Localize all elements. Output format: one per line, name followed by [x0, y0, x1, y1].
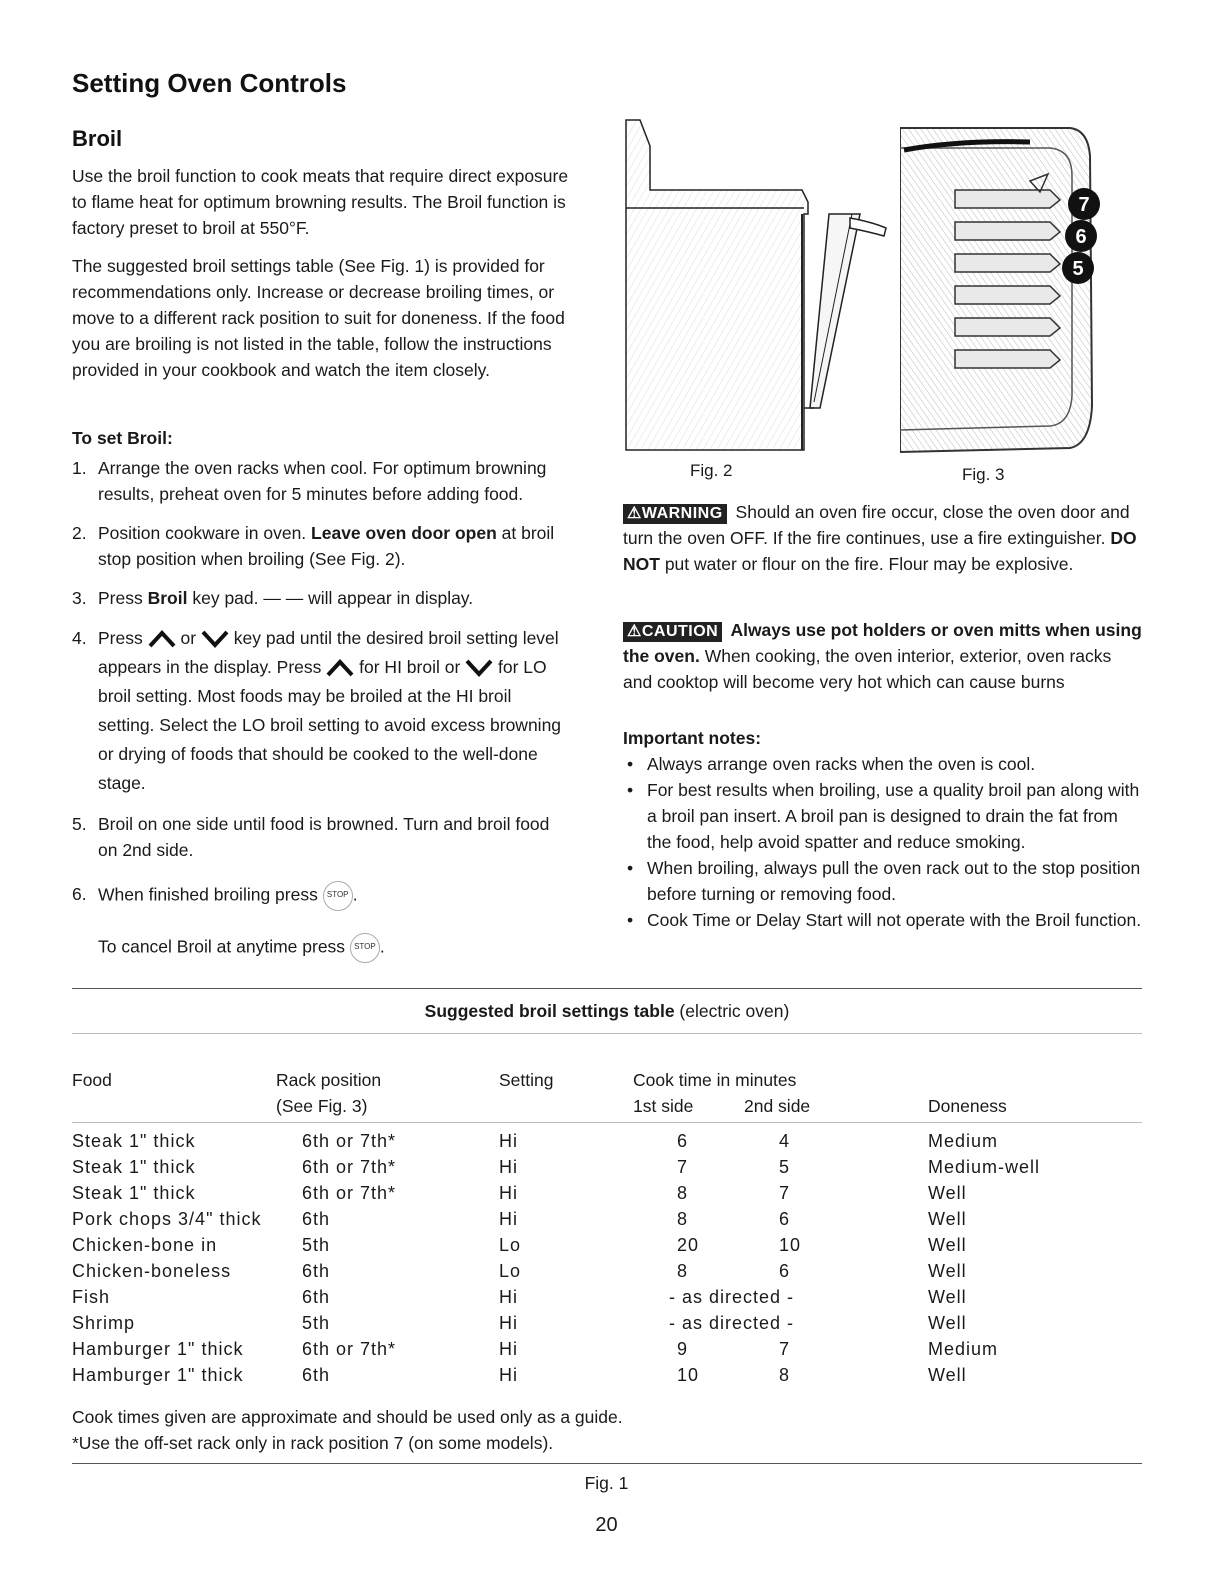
broil-steps — [72, 455, 572, 976]
setting-cell: Hi — [499, 1157, 518, 1177]
doneness-cell: Medium — [928, 1131, 999, 1151]
first-side-cell: 8 — [677, 1261, 689, 1281]
cook-time-cell: - as directed - — [669, 1313, 795, 1333]
caution-badge: ⚠CAUTION — [623, 622, 722, 642]
oven-rack-positions-illustration — [900, 126, 1105, 456]
col-header-cook-time: Cook time in minutes — [633, 1070, 797, 1090]
rack-cell: 6th — [302, 1261, 331, 1281]
col-header-rack: Rack position — [276, 1070, 382, 1090]
setting-cell: Hi — [499, 1183, 518, 1203]
first-side-cell: 7 — [677, 1157, 689, 1177]
col-header-doneness: Doneness — [928, 1096, 1007, 1116]
doneness-cell: Well — [928, 1183, 967, 1203]
fig-3-caption: Fig. 3 — [962, 465, 1005, 484]
first-side-cell: 20 — [677, 1235, 700, 1255]
table-row — [72, 1362, 1108, 1388]
doneness-cell: Well — [928, 1287, 967, 1307]
doneness-cell: Medium-well — [928, 1157, 1041, 1177]
table-row — [72, 1128, 1108, 1154]
first-side-cell: 8 — [677, 1183, 689, 1203]
col-header-food: Food — [72, 1070, 112, 1090]
cancel-instruction: To cancel Broil at anytime press STOP . — [72, 933, 572, 963]
table-row — [72, 1336, 1108, 1362]
list-item: • Always arrange oven racks when the oven is cool. — [623, 751, 1143, 777]
col-header-1st-side: 1st side — [633, 1096, 694, 1116]
second-side-cell: 5 — [779, 1157, 791, 1177]
doneness-cell: Medium — [928, 1339, 999, 1359]
arrow-up-icon — [326, 659, 354, 677]
rack-cell: 6th or 7th* — [302, 1339, 397, 1359]
second-side-cell: 7 — [779, 1339, 791, 1359]
arrow-up-icon — [148, 630, 176, 648]
food-cell: Hamburger 1" thick — [72, 1339, 244, 1359]
first-side-cell: 6 — [677, 1131, 689, 1151]
page-title: Setting Oven Controls — [72, 68, 347, 98]
second-side-cell: 10 — [779, 1235, 802, 1255]
step-1: 1. Arrange the oven racks when cool. For optimum browning results, preheat oven for 5 minutes before adding food. — [72, 458, 547, 504]
table-header-rule — [72, 1033, 1142, 1034]
stop-key-icon: STOP — [350, 933, 380, 963]
to-set-heading: To set Broil: — [72, 428, 173, 448]
first-side-cell: 8 — [677, 1209, 689, 1229]
doneness-cell: Well — [928, 1235, 967, 1255]
food-cell: Steak 1" thick — [72, 1131, 196, 1151]
food-cell: Fish — [72, 1287, 111, 1307]
list-item: • For best results when broiling, use a quality broil pan along with a broil pan insert. A broil pan is designed to drain the fat from the food, help avoid spatter and reduce smoking. — [623, 777, 1143, 855]
second-side-cell: 8 — [779, 1365, 791, 1385]
food-cell: Chicken-boneless — [72, 1261, 232, 1281]
setting-cell: Hi — [499, 1209, 518, 1229]
rack-number-6 — [1065, 220, 1097, 252]
rack-cell: 6th — [302, 1209, 331, 1229]
first-side-cell: 9 — [677, 1339, 689, 1359]
setting-cell: Hi — [499, 1339, 518, 1359]
second-side-cell: 6 — [779, 1209, 791, 1229]
doneness-cell: Well — [928, 1261, 967, 1281]
svg-text:6: 6 — [1075, 226, 1087, 248]
fig-2-caption: Fig. 2 — [690, 461, 733, 480]
table-row — [72, 1258, 1108, 1284]
food-cell: Chicken-bone in — [72, 1235, 218, 1255]
food-cell: Hamburger 1" thick — [72, 1365, 244, 1385]
rack-cell: 6th — [302, 1287, 331, 1307]
food-cell: Shrimp — [72, 1313, 136, 1333]
second-side-cell: 4 — [779, 1131, 791, 1151]
setting-cell: Hi — [499, 1131, 518, 1151]
cook-time-cell: - as directed - — [669, 1287, 795, 1307]
rack-cell: 6th or 7th* — [302, 1157, 397, 1177]
oven-door-open-illustration — [624, 118, 894, 458]
setting-cell: Hi — [499, 1365, 518, 1385]
table-row — [72, 1154, 1108, 1180]
step-2: 2. Position cookware in oven. Leave oven door open at broil stop position when broiling (See Fig. 2). — [72, 523, 555, 569]
rack-cell: 6th — [302, 1365, 331, 1385]
food-cell: Steak 1" thick — [72, 1183, 196, 1203]
rack-cell: 6th or 7th* — [302, 1183, 397, 1203]
table-body-rule — [72, 1122, 1142, 1123]
food-cell: Pork chops 3/4" thick — [72, 1209, 262, 1229]
footnote-2: *Use the off-set rack only in rack position 7 (on some models). — [72, 1433, 554, 1453]
svg-text:7: 7 — [1078, 194, 1090, 216]
rack-number-7 — [1068, 188, 1100, 220]
setting-cell: Lo — [499, 1235, 522, 1255]
broil-settings-table — [72, 1128, 1108, 1388]
intro-paragraph-2: The suggested broil settings table (See Fig. 1) is provided for recommendations only. Increase or decrease broiling times, or move to a different rack position to suit for doneness. If the food you are broiling is not listed in the table, follow the instructions provided in your cookbook and watch the item closely. — [72, 256, 565, 380]
intro-paragraph-1: Use the broil function to cook meats that require direct exposure to flame heat for optimum browning results. The Broil function is factory preset to broil at 550°F. — [72, 166, 569, 238]
caution-block: ⚠CAUTION Always use pot holders or oven mitts when using the oven. When cooking, the oven interior, exterior, oven racks and cooktop will become very hot which can cause burns — [623, 620, 1142, 692]
list-item: • When broiling, always pull the oven rack out to the stop position before turning or removing food. — [623, 855, 1143, 907]
setting-cell: Hi — [499, 1313, 518, 1333]
important-notes-heading: Important notes: — [623, 728, 762, 748]
food-cell: Steak 1" thick — [72, 1157, 196, 1177]
rack-cell: 6th or 7th* — [302, 1131, 397, 1151]
first-side-cell: 10 — [677, 1365, 700, 1385]
warning-badge: ⚠WARNING — [623, 504, 727, 524]
step-3: 3. Press Broil key pad. — — will appear in display. — [72, 588, 474, 608]
arrow-down-icon — [201, 630, 229, 648]
arrow-down-icon — [465, 659, 493, 677]
step-4: 4. Press or key pad until the desired broil setting level appears in the display. Press for HI broil or for LO broil setting. Most foods may be broiled at the HI broil setting. Select the LO broil setting to avoid excess browning or drying of foods that should be cooked to the well-done stage. — [72, 628, 562, 793]
table-row — [72, 1284, 1108, 1310]
svg-text:5: 5 — [1072, 258, 1084, 280]
table-row — [72, 1180, 1108, 1206]
doneness-cell: Well — [928, 1313, 967, 1333]
table-title: Suggested broil settings table (electric oven) — [424, 1001, 790, 1021]
table-top-rule — [72, 988, 1142, 989]
step-6: 6. When finished broiling press STOP . — [72, 881, 572, 911]
second-side-cell: 6 — [779, 1261, 791, 1281]
important-notes-list — [623, 751, 1143, 933]
table-row — [72, 1310, 1108, 1336]
list-item: • Cook Time or Delay Start will not operate with the Broil function. — [623, 907, 1143, 933]
fig-1-caption: Fig. 1 — [584, 1473, 629, 1493]
doneness-cell: Well — [928, 1365, 967, 1385]
rack-cell: 5th — [302, 1235, 331, 1255]
setting-cell: Hi — [499, 1287, 518, 1307]
stop-key-icon: STOP — [323, 881, 353, 911]
section-title: Broil — [72, 126, 123, 151]
footnote-1: Cook times given are approximate and should be used only as a guide. — [72, 1407, 623, 1427]
setting-cell: Lo — [499, 1261, 522, 1281]
col-header-setting: Setting — [499, 1070, 554, 1090]
table-row — [72, 1232, 1108, 1258]
table-row — [72, 1206, 1108, 1232]
doneness-cell: Well — [928, 1209, 967, 1229]
col-header-rack-sub: (See Fig. 3) — [276, 1096, 368, 1116]
rack-number-5 — [1062, 252, 1094, 284]
rack-cell: 5th — [302, 1313, 331, 1333]
col-header-2nd-side: 2nd side — [744, 1096, 811, 1116]
step-5: 5. Broil on one side until food is browned. Turn and broil food on 2nd side. — [72, 814, 550, 860]
warning-block: ⚠WARNING Should an oven fire occur, close the oven door and turn the oven OFF. If the fire continues, use a fire extinguisher. DO NOT put water or flour on the fire. Flour may be explosive. — [623, 502, 1137, 574]
table-bottom-rule — [72, 1463, 1142, 1464]
second-side-cell: 7 — [779, 1183, 791, 1203]
page-number: 20 — [595, 1514, 618, 1536]
